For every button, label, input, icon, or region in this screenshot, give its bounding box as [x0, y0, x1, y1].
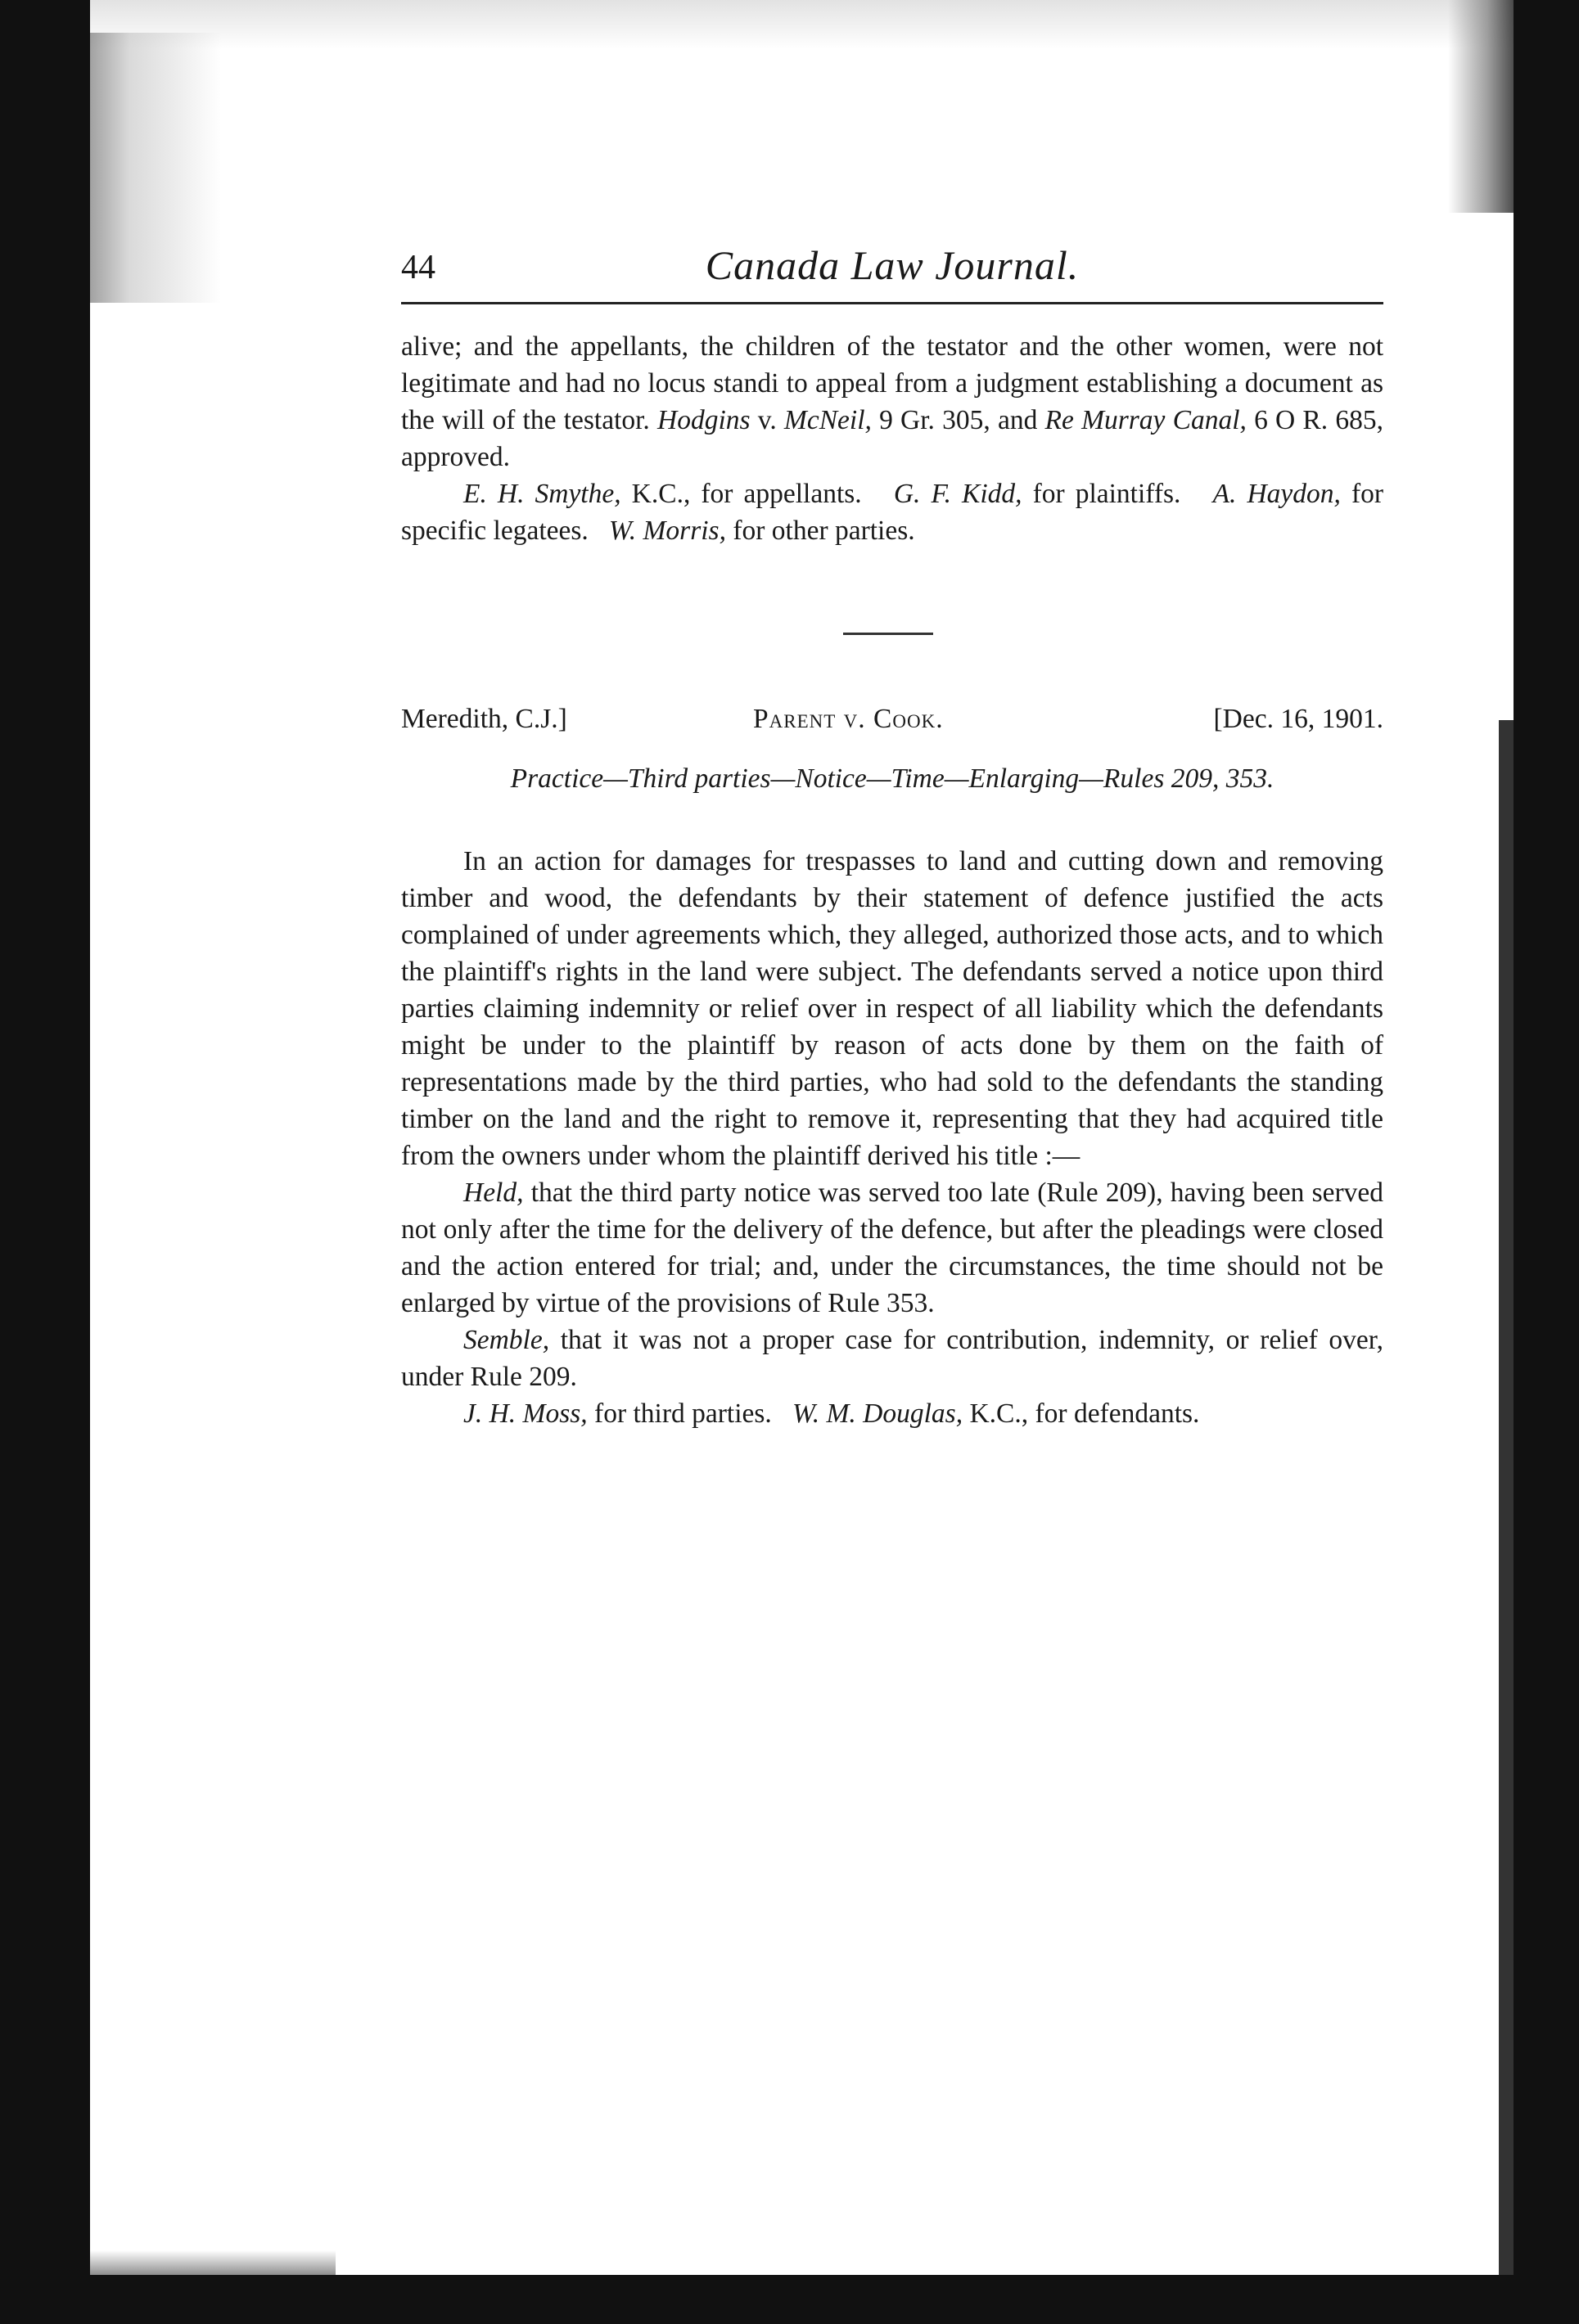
- previous-case-summary: alive; and the appellants, the children of the testator and the other women, were not legitimate and had no locus standi to appeal from a judgment establishing a document as the will of the testator.: [401, 331, 1383, 435]
- counsel-name: G. F. Kidd,: [893, 479, 1022, 509]
- case-facts: In an action for damages for trespasses to land and cutting down and removing timber and wood, the defendants by their statement of defence justified the acts complained of under agreements which, they alleged, authorized those acts, and to which the plaintiff's rights in the land were subject. The defendants served a notice upon third parties claiming indemnity or relief over in respect of all liability which the defendants might be under to the plaintiff by reason of acts done by them on the faith of representations made by the third parties, who had sold to the defendants the standing timber on the land and the right to remove it, representing that they had acquired title from the owners under whom the plaintiff derived his title :—: [401, 846, 1383, 1171]
- scan-top-shadow: [90, 0, 1514, 49]
- scan-right-border: [1514, 0, 1579, 2324]
- citation-approved: 6 O R. 685, approved.: [401, 405, 1383, 472]
- citation-mcneil: McNeil,: [783, 405, 872, 435]
- section-divider: [843, 633, 933, 635]
- scan-right-shadow: [1448, 0, 1514, 213]
- case-heading: [401, 704, 1383, 741]
- counsel-role: for plaintiffs.: [1022, 479, 1181, 509]
- scan-left-border: [0, 0, 90, 2324]
- counsel-name: A. Haydon,: [1212, 479, 1341, 509]
- previous-case-paragraph: [401, 328, 1383, 475]
- case-held: [401, 1174, 1383, 1322]
- case-date: [Dec. 16, 1901.: [1213, 704, 1383, 734]
- counsel-name: J. H. Moss,: [463, 1398, 588, 1429]
- journal-title: Canada Law Journal.: [705, 242, 1080, 288]
- header-rule: [401, 302, 1383, 304]
- counsel-name: W. M. Douglas,: [792, 1398, 963, 1429]
- counsel-role: for third parties.: [587, 1398, 772, 1429]
- scan-bottom-smudge: [90, 2250, 336, 2275]
- case-text: [401, 843, 1383, 1432]
- semble-label: Semble,: [463, 1325, 550, 1355]
- citation-reference: 9 Gr. 305, and: [871, 405, 1045, 435]
- counsel-name: E. H. Smythe,: [463, 479, 621, 509]
- case-judge: Meredith, C.J.]: [401, 704, 567, 734]
- case-name: Parent v. Cook.: [753, 704, 944, 734]
- case-catchline: Practice—Third parties—Notice—Time—Enlarging—Rules 209, 353.: [510, 763, 1274, 794]
- scan-bottom-border: [0, 2275, 1579, 2324]
- scan-right-edge: [1499, 720, 1514, 2324]
- counsel-name: W. Morris,: [608, 516, 726, 546]
- running-head: [401, 233, 1383, 299]
- counsel-role: for other parties.: [725, 516, 915, 546]
- previous-case-counsel: [401, 475, 1383, 549]
- counsel-role: K.C., for appellants.: [620, 479, 862, 509]
- scan-left-shadow: [90, 33, 221, 303]
- held-text: that the third party notice was served too late (Rule 209), having been served not only after the time for the delivery of the defence, but after the pleadings were closed and the action entered for trial; and, under the circumstances, the time should not be enlarged by virtue of the provisions of Rule 353.: [401, 1178, 1383, 1318]
- case-semble: [401, 1322, 1383, 1395]
- citation-murray-canal: Re Murray Canal,: [1044, 405, 1247, 435]
- counsel-role: K.C., for defendants.: [963, 1398, 1200, 1429]
- citation-hodgins: Hodgins: [657, 405, 751, 435]
- previous-case-text: [401, 328, 1383, 549]
- case-counsel: [401, 1395, 1383, 1432]
- held-label: Held,: [463, 1178, 524, 1208]
- journal-page: [401, 233, 1383, 1429]
- counsel-role: for specific legatees.: [401, 479, 1383, 546]
- semble-text: that it was not a proper case for contribution, indemnity, or relief over, under Rule 209.: [401, 1325, 1383, 1392]
- page-number: 44: [401, 249, 435, 286]
- citation-versus: v.: [750, 405, 777, 435]
